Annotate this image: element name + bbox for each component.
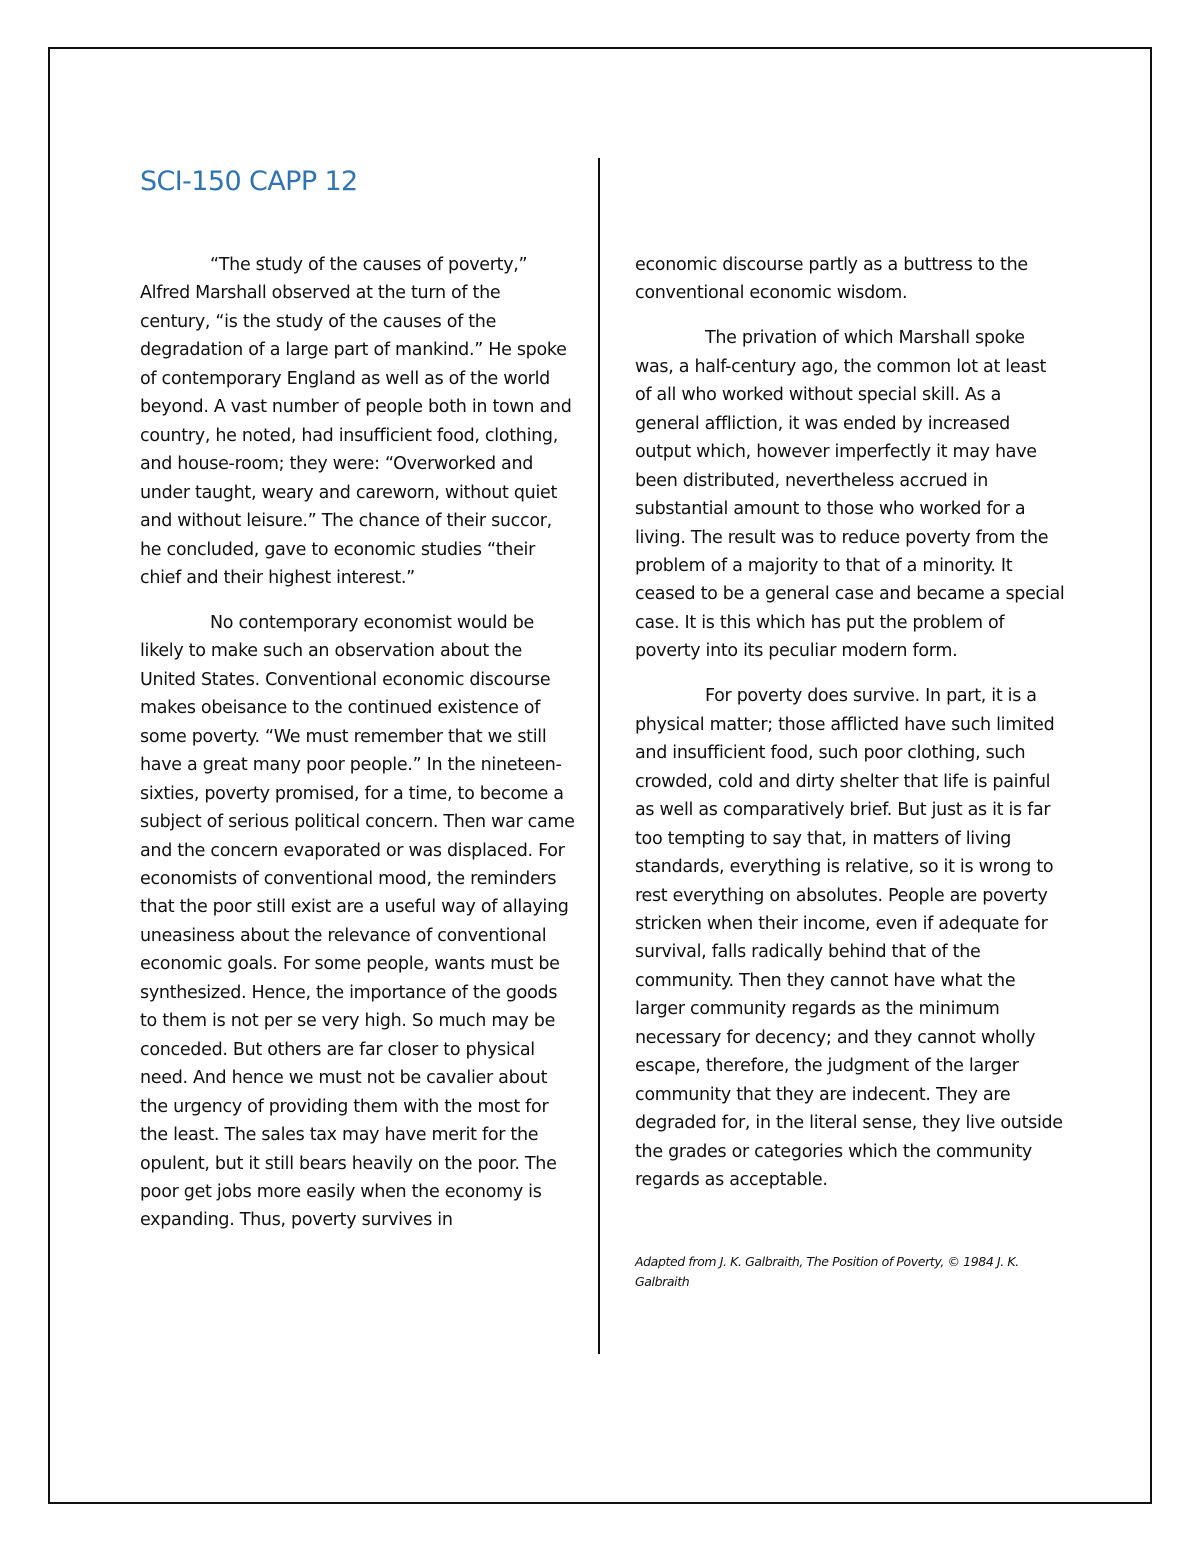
column-divider	[598, 158, 600, 1354]
paragraph-privation: The privation of which Marshall spoke was, a half-century ago, the common lot at least of all who worked without special skill. As a general affliction, it was ended by increased output which, however imperfectly it may have been distributed, nevertheless accrued in substantial amount to those who worked for a living. The result was to reduce poverty from the problem of a majority to that of a minority. It ceased to be a general case and became a special case. It is this which has put the problem of poverty into its peculiar modern form.	[635, 328, 1065, 662]
paragraph-contemporary-economist: No contemporary economist would be likely to make such an observation about the United States. Conventional economic discourse makes obeisance to the continued existence of some poverty. “We must remember that we still have a great many poor people.” In the nineteen-sixties, poverty promised, for a time, to become a subject of serious political concern. Then war came and the concern evaporated or was displaced. For economists of conventional mood, the reminders that the poor still exist are a useful way of allaying uneasiness about the relevance of conventional economic goals. For some people, wants must be synthesized. Hence, the importance of the goods to them is not per se very high. So much may be conceded. But others are far closer to physical need. And hence we must not be cavalier about the urgency of providing them with the most for the least. The sales tax may have merit for the opulent, but it still bears heavily on the poor. The poor get jobs more easily when the economy is expanding. Thus, poverty survives in	[140, 612, 575, 1231]
document-title: SCI-150 CAPP 12	[140, 166, 358, 197]
left-column	[140, 251, 575, 1251]
paragraph-poverty-survives: For poverty does survive. In part, it is a physical matter; those afflicted have such limited and insufficient food, such poor clothing, such crowded, cold and dirty shelter that life is painful as well as comparatively brief. But just as it is far too tempting to say that, in matters of living standards, everything is relative, so it is wrong to rest everything on absolutes. People are poverty stricken when their income, even if adequate for survival, falls radically behind that of the community. Then they cannot have what the larger community regards as the minimum necessary for decency; and they cannot wholly escape, therefore, the judgment of the larger community that they are indecent. They are degraded for, in the literal sense, they live outside the grades or categories which the community regards as acceptable.	[635, 686, 1063, 1191]
paragraph-marshall-quote: “The study of the causes of poverty,” Alfred Marshall observed at the turn of the century, “is the study of the causes of the degradation of a large part of mankind.” He spoke of contemporary England as well as of the world beyond. A vast number of people both in town and country, he noted, had insufficient food, clothing, and house-room; they were: “Overworked and under taught, weary and careworn, without quiet and without leisure.” The chance of their succor, he concluded, gave to economic studies “their chief and their highest interest.”	[140, 255, 572, 588]
attribution-note: Adapted from J. K. Galbraith, The Position of Poverty, © 1984 J. K. Galbraith	[635, 1254, 1019, 1289]
right-column	[635, 251, 1065, 1211]
paragraph-continuation: economic discourse partly as a buttress to the conventional economic wisdom.	[635, 255, 1028, 304]
